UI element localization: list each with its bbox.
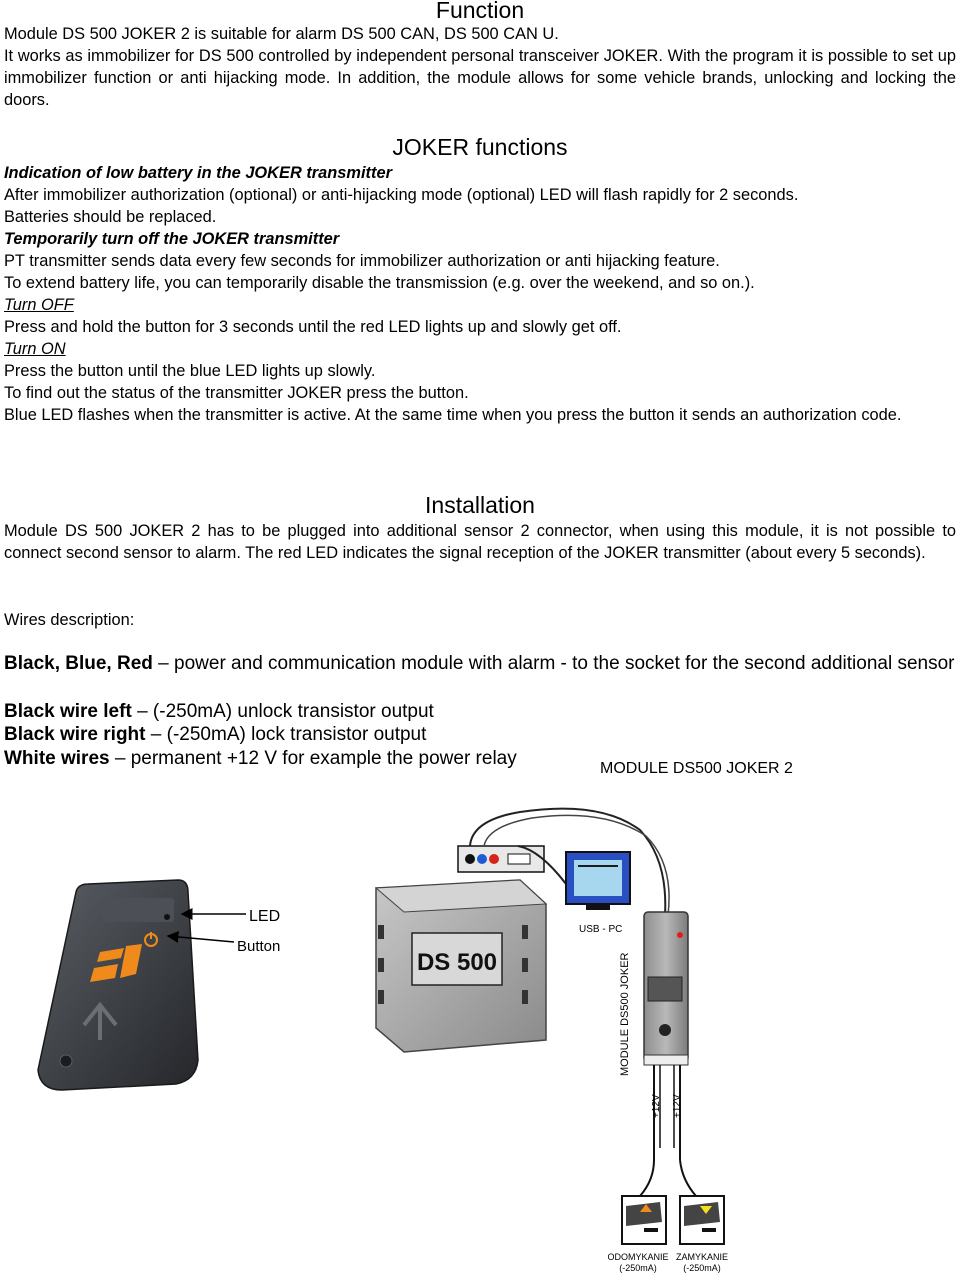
joker-heading: JOKER functions bbox=[392, 134, 568, 160]
led-label: LED bbox=[249, 908, 281, 925]
wire-desc: (-250mA) lock transistor output bbox=[166, 724, 427, 745]
module-label: MODULE DS500 JOKER bbox=[619, 952, 631, 1076]
low-battery-text-2: Batteries should be replaced. bbox=[4, 208, 217, 226]
wire-desc: power and communication module with alarm - to the socket for the second additional sensor bbox=[174, 653, 955, 674]
installation-heading: Installation bbox=[425, 492, 535, 518]
lock-door-icon bbox=[680, 1196, 724, 1244]
wire-item-1 bbox=[4, 652, 960, 676]
ds500-alarm-box bbox=[376, 880, 546, 1052]
v12-label-b: +12V bbox=[672, 1094, 683, 1118]
lock-current: (-250mA) bbox=[683, 1263, 721, 1273]
wiring-diagram bbox=[0, 780, 960, 1273]
function-line-1: Module DS 500 JOKER 2 is suitable for alarm DS 500 CAN, DS 500 CAN U. bbox=[4, 25, 559, 43]
wire-name: Black wire left bbox=[4, 701, 132, 722]
wire-name: White wires bbox=[4, 748, 110, 769]
v12-label-a: +12V bbox=[651, 1094, 662, 1118]
diagram-title: MODULE DS500 JOKER 2 bbox=[600, 760, 793, 777]
keyring-hole bbox=[60, 1055, 72, 1067]
pt-text: PT transmitter sends data every few seconds for immobilizer authorization or anti hijacking feature. bbox=[4, 252, 720, 270]
wire-item-2 bbox=[4, 700, 960, 724]
low-battery-text: After immobilizer authorization (optional) or anti-hijacking mode (optional) LED will flash rapidly for 2 seconds. bbox=[4, 186, 799, 204]
function-line-2: It works as immobilizer for DS 500 controlled by independent personal transceiver JOKER. With the program it is possible to set up immobilizer function or anti hijacking mode. In addition, the module allows for some vehicle brands, unlocking and locking the doors. bbox=[4, 47, 956, 109]
wire-dash: – bbox=[150, 724, 162, 745]
remote-top-panel bbox=[102, 898, 174, 922]
wire-dash: – bbox=[137, 701, 148, 722]
button-label: Button bbox=[237, 938, 281, 955]
led-dot bbox=[164, 914, 170, 920]
turn-on-text: Press the button until the blue LED lights up slowly. bbox=[4, 362, 376, 380]
extend-text: To extend battery life, you can temporarily disable the transmission (e.g. over the weekend, and so on.). bbox=[4, 274, 755, 292]
joker-remote bbox=[38, 880, 198, 1090]
wire-dash: – bbox=[114, 748, 126, 769]
alarm-label: DS 500 bbox=[416, 949, 498, 976]
unlock-door-icon bbox=[622, 1196, 666, 1244]
turn-off-text: Press and hold the button for 3 seconds until the red LED lights up and slowly get off. bbox=[4, 318, 622, 336]
wire-name: Black, Blue, Red bbox=[4, 653, 153, 674]
wire-item-3 bbox=[4, 723, 960, 747]
status-text: To find out the status of the transmitter JOKER press the button. bbox=[4, 384, 469, 402]
module-led bbox=[677, 932, 683, 938]
joker-module bbox=[644, 912, 688, 1065]
wire-desc: permanent +12 V for example the power relay bbox=[130, 748, 517, 769]
unlock-label: ODOMYKANIE bbox=[607, 1252, 669, 1262]
turn-on-label: Turn ON bbox=[4, 340, 66, 358]
installation-text: Module DS 500 JOKER 2 has to be plugged into additional sensor 2 connector, when using this module, it is not possible to connect second sensor to alarm. The red LED indicates the signal reception of the JOKER transmitter (about every 5 seconds). bbox=[4, 522, 956, 562]
wire-desc: (-250mA) unlock transistor output bbox=[152, 701, 434, 722]
wire-dash: – bbox=[158, 653, 169, 674]
wire-item-4 bbox=[4, 747, 960, 771]
turn-off-label: Turn OFF bbox=[4, 296, 74, 314]
wire-name: Black wire right bbox=[4, 724, 146, 745]
low-battery-title: Indication of low battery in the JOKER transmitter bbox=[4, 164, 392, 182]
lock-label: ZAMYKANIE bbox=[675, 1252, 729, 1262]
pc-monitor-icon bbox=[566, 852, 630, 910]
function-heading: Function bbox=[435, 0, 525, 23]
wires-label: Wires description: bbox=[4, 611, 135, 629]
usb-label: USB - PC bbox=[579, 924, 623, 935]
blue-led-text: Blue LED flashes when the transmitter is active. At the same time when you press the button it sends an authorization code. bbox=[4, 406, 902, 424]
turn-off-title: Temporarily turn off the JOKER transmitter bbox=[4, 230, 340, 248]
unlock-current: (-250mA) bbox=[619, 1263, 657, 1273]
